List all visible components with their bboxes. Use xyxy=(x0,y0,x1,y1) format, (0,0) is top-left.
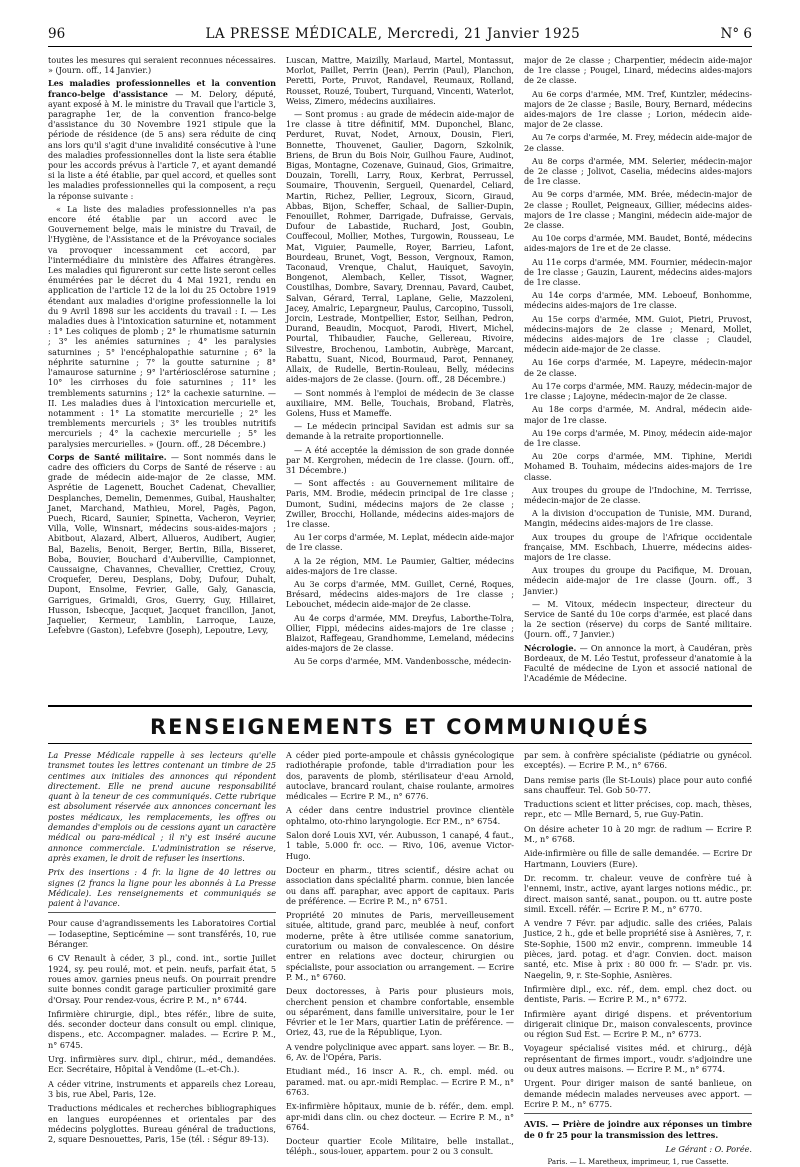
classifieds-column-1 xyxy=(48,750,276,1145)
divider xyxy=(524,1113,752,1114)
classified-ad: Infirmière ayant dirigé dispens. et préventorium dirigerait clinique Dr., maison convalescents, province ou région Sud Est. — Ecrire P. M., n° 6773. xyxy=(524,1008,752,1040)
paragraph: toutes les mesures qui seraient reconnues nécessaires. » (Journ. off., 14 Janvier.) xyxy=(48,55,276,76)
classified-ad: On désire acheter 10 à 20 mgr. de radium — Ecrire P. M., n° 6768. xyxy=(524,823,752,845)
classifieds-column-2 xyxy=(286,750,514,1157)
classified-ad: A céder pied porte-ampoule et châssis gynécologique radiothérapie profonde, table d'irradiation pour les dos, paravents de plomb, stérilisateur d'eau Arnold, autoclave, brancard roulant, chaise roulante, armoires médicales — Ecrire P. M., n° 6776. xyxy=(286,750,514,802)
paragraph: Au 17e corps d'armée, MM. Rauzy, médecin-major de 1re classe ; Lajoyne, médecin-major de 2e classe. xyxy=(524,380,752,402)
issue-number: N° 6 xyxy=(720,26,752,42)
classified-ad: Docteur quartier Ecole Militaire, belle installat., téléph., sous-louer, appartem. pour 2 ou 3 consult. xyxy=(286,1136,514,1157)
classifieds-column-3 xyxy=(524,750,752,1167)
paragraph: — Sont affectés : au Gouvernement militaire de Paris, MM. Brodie, médecin principal de 1re classe ; Dumont, Sudini, médecins majors de 2e classe ; Zwiller, Brocchi, Hollande, médecins aides-majors de 1re classe. xyxy=(286,478,514,529)
classified-ad: A céder dans centre industriel province clientèle ophtalmo, oto-rhino laryngologie. Ecr P.M., n° 6754. xyxy=(286,805,514,826)
paragraph: Au 6e corps d'armée, MM. Tref, Kuntzler, médecins-majors de 2e classe ; Basile, Boury, Bernard, médecins aides-majors de 1re classe ; Lorion, médecin aide-major de 2e classe. xyxy=(524,88,752,130)
classified-ad: Traductions médicales et recherches bibliographiques en langues européennes et orientales par des médecins polyglottes. Bureau général de traductions, 2, square Desnouettes, Paris, 15e (tél. : Ségur 89-13). xyxy=(48,1103,276,1145)
classified-ad: Infirmière chirurgie, dipl., btes référ., libre de suite, dés. seconder docteur dans consult ou empl. clinique, dispens., etc. Accompagner. malades. — Ecrire P. M., n° 6745. xyxy=(48,1008,276,1050)
classified-ad: Salon doré Louis XVI, vér. Aubusson, 1 canapé, 4 faut., 1 table, 5.000 fr. occ. — Rivo, 106, avenue Victor-Hugo. xyxy=(286,830,514,861)
paragraph: — A été acceptée la démission de son grade donnée par M. Kergrohen, médecin de 1re classe. (Journ. off., 31 Décembre.) xyxy=(286,444,514,475)
paragraph: Au 18e corps d'armée, M. Andral, médecin aide-major de 1re classe. xyxy=(524,404,752,425)
paragraph: Au 8e corps d'armée, MM. Selerier, médecin-major de 2e classe ; Jolivot, Caselia, médecins aides-majors de 1re classe. xyxy=(524,155,752,187)
classified-ad: Urg. infirmières surv. dipl., chirur., méd., demandées. Ecr. Secrétaire, Hôpital à Vendôme (L.-et-Ch.). xyxy=(48,1054,276,1075)
classified-ad: Etudiant méd., 16 inscr A. R., ch. empl. méd. ou paramed. mat. ou apr.-midi Remplac. — Ecrire P. M., n° 6763. xyxy=(286,1066,514,1097)
classified-ad: Dans remise paris (île St-Louis) place pour auto confié sans chauffeur. Tel. Gob 50-77. xyxy=(524,774,752,795)
section-title: RENSEIGNEMENTS ET COMMUNIQUÉS xyxy=(48,705,752,739)
paragraph: « La liste des maladies professionnelles n'a pas encore été établie par un accord avec le Gouvernement belge, mais le ministre du Travail, de l'Hygiène, de l'Assistance et de la Prévoyance sociales va provoquer incessamment cet accord, par l'intermédiaire du ministère des Affaires étrangères. Les maladies qui figureront sur cette liste seront celles énumérées par le décret du 4 Mai 1921, rendu en application de l'article 12 de la loi du 25 Octobre 1919 étendant aux maladies d'origine professionnelle la loi du 9 Avril 1898 sur les accidents du travail : I. — Les maladies dues à l'intoxication saturnine et, notamment : 1° Les coliques de plomb ; 2° le rhumatisme saturnin ; 3° les anémies saturnines ; 4° les paralysies saturnines ; 5° l'encéphalopathie saturnine ; 6° la néphrite saturnine ; 7° la goutte saturnine ; 8° l'amaurose saturnine ; 9° l'artériosclérose saturnine ; 10° les cirrhoses du foie saturnines ; 11° les tremblements saturnins ; 12° la cachexie saturnine. — II. Les maladies dues à l'intoxication mercurielle et, notamment : 1° La stomatite mercurielle ; 2° les tremblements mercuriels ; 3° les troubles nutritifs mercuriels ; 4° la cachexie mercurielle ; 5° les paralysies mercurielles. » (Journ. off., 28 Décembre.) xyxy=(48,203,276,449)
classified-ad: A vendre 7 Févr. par adjudic. salle des criées, Palais Justice, 2 h., gde et belle propriété sise à Asnières, 7, r. Ste-Sophie, 1500 m2 envir., comprenn. immeuble 14 pièces, jard. potag. et d'agr. Convien. doct. maison santé, etc. Mise à prix : 80 000 fr. — S'adr. pr. vis. Naegelin, 9, r. Ste-Sophie, Asnières. xyxy=(524,918,752,980)
paragraph: Au 20e corps d'armée, MM. Tiphine, Meridi Mohamed B. Touhaim, médecins aides-majors de 1re classe. xyxy=(524,451,752,482)
classified-ad: Deux doctoresses, à Paris pour plusieurs mois, cherchent pension et chambre confortable, ensemble ou séparément, dans famille universitaire, pour le 1er Février et le 1er Mars, quartier Latin de préférence. — Oriez, 43, rue de la République, Lyon. xyxy=(286,986,514,1038)
paragraph: Au 1er corps d'armée, M. Leplat, médecin aide-major de 1re classe. xyxy=(286,532,514,553)
classified-ad: A vendre polyclinique avec appart. sans loyer. — Br. B., 6, Av. de l'Opéra, Paris. xyxy=(286,1041,514,1063)
classified-ad: Infirmière dipl., exc. réf., dem. empl. chez doct. ou dentiste, Paris. — Ecrire P. M., n° 6772. xyxy=(524,983,752,1005)
divider xyxy=(48,912,276,913)
page-header xyxy=(48,26,752,47)
paragraph: — Sont nommés dans le cadre des officiers du Corps de Santé de réserve : au grade de médecin aide-major de 2e classe, MM. Asprétie de Lagenett, Bouchet Cadenat, Chevallier, Desplanches, Demelin, Demenmes, Guibal, Haushalter, Janet, Marchand, Mathieu, Morel, Pagès, Pagon, Puech, Ricard, Saunier, Spinetta, Vacheron, Veyrier, Villa, Volle, Winsnart, médecins sous-aides-majors ; Abitbout, Alazard, Albert, Allueros, Audibert, Augier, Bal, Bazelis, Benoit, Berger, Bertin, Billa, Bisseret, Boba, Bouvier, Bouchard d'Aubervillie, Campionnet, Caussaigne, Chavannes, Chevallier, Crettiez, Crouy, Croquefer, Dereu, Desplans, Doby, Dufour, Duhalt, Dupont, Ensolme, Fevrier, Galle, Galy, Ganascia, Garrigues, Grimaldi, Gros, Guerry, Guy, Hillairet, Husson, Isbecque, Jacquet, Jacquet francillon, Janot, Jaquelier, Kermeur, Lamblin, Larroque, Lauze, Lefebvre (Gaston), Lefebvre (Joseph), Lepoutre, Levy, xyxy=(48,451,276,636)
section-heading: Corps de Santé militaire. xyxy=(48,451,167,462)
classified-ad: Traductions scient et litter précises, cop. mach, thèses, repr., etc — Mlle Bernard, 5, rue Guy-Patin. xyxy=(524,799,752,820)
section-heading: Les maladies professionnelles et la convention franco-belge d'assistance xyxy=(48,78,276,99)
paragraph: Au 14e corps d'armée, MM. Leboeuf, Bonhomme, médecins aides-majors de 1re classe. xyxy=(524,290,752,311)
classifieds-columns xyxy=(48,750,752,1167)
paragraph: Au 3e corps d'armée, MM. Guillet, Cerné, Roques, Brésard, médecins aides-majors de 1re classe ; Lebouchet, médecin aide-major de 2e classe. xyxy=(286,578,514,610)
pricing-notice: Prix des insertions : 4 fr. la ligne de 40 lettres ou signes (2 francs la ligne pour les abonnés à La Presse Médicale). Les renseignements et communiqués se paient à l'avance. xyxy=(48,867,276,909)
top-columns xyxy=(48,55,752,697)
classified-ad: Propriété 20 minutes de Paris, merveilleusement située, altitude, grand parc, meublée à neuf, confort moderne, prête à être utilisée comme sanatorium, curatorium ou maison de convalescence. On désire entrer en relations avec docteur, chirurgien ou spécialiste, pour association ou arrangement. — Ecrire P. M., n° 6760. xyxy=(286,910,514,982)
classified-ad: Voyageur spécialisé visites méd. et chirurg., déjà représentant de firmes import., voudr. s'adjoindre une ou deux autres maisons. — Ecrire P. M., n° 6774. xyxy=(524,1043,752,1075)
paragraph: — M. Delory, député, ayant exposé à M. le ministre du Travail que l'article 3, paragraphe 1er, de la convention franco-belge d'assistance du 30 Novembre 1921 stipule que la période de résidence (de 5 ans) sera réduite de cinq ans lors qu'il s'agit d'une invalidité consécutive à l'une des maladies professionnelles dont la liste sera établie pour les accords prévus à l'article 7, et ayant demandé si la liste a été établie, par quel accord, et quelles sont les maladies professionnelles qui la composent, a reçu la réponse suivante : xyxy=(48,88,276,201)
journal-title: LA PRESSE MÉDICALE, Mercredi, 21 Janvier 1925 xyxy=(205,26,581,42)
column-3 xyxy=(524,55,752,697)
printer-line: Paris. — L. Maretheux, imprimeur, 1, rue Cassette. xyxy=(547,1158,729,1167)
paragraph: Au 4e corps d'armée, MM. Dreyfus, Laborthe-Tolra, Ollier, Fippi, médecins aides-majors de 1re classe ; Blaizot, Raffegeau, Grandhomme, Lemeland, médecins aides-majors de 2e classe. xyxy=(286,612,514,654)
section-heading: Nécrologie. xyxy=(524,642,577,653)
paragraph: Aux troupes du groupe du Pacifique, M. Drouan, médecin aide-major de 1re classe (Journ. off., 3 Janvier.) xyxy=(524,565,752,596)
paragraph: A la division d'occupation de Tunisie, MM. Durand, Mangin, médecins aides-majors de 1re classe. xyxy=(524,508,752,529)
paragraph: — Sont nommés à l'emploi de médecin de 3e classe auxiliaire, MM. Belle, Touchais, Broband, Flatrès, Golens, Huss et Mameffe. xyxy=(286,387,514,418)
paragraph: — M. Vitoux, médecin inspecteur, directeur du Service de Santé du 10e corps d'armée, est placé dans la 2e section (réserve) du corps de Santé militaire. (Journ. off., 7 Janvier.) xyxy=(524,598,752,640)
paragraph: Au 19e corps d'armée, M. Pinoy, médecin aide-major de 1re classe. xyxy=(524,427,752,448)
paragraph: Aux troupes du groupe de l'Afrique occidentale française, MM. Eschbach, Lhuerre, médecins aides-majors de 1re classe. xyxy=(524,531,752,562)
paragraph: Au 15e corps d'armée, MM. Guiot, Pietri, Pruvost, médecins-majors de 2e classe ; Menard, Mollet, médecins aides-majors de 1re classe ; Claudel, médecin aide-major de 2e classe. xyxy=(524,313,752,355)
classified-ad: A céder vitrine, instruments et appareils chez Loreau, 3 bis, rue Abel, Paris, 12e. xyxy=(48,1078,276,1099)
paragraph: Au 9e corps d'armée, MM. Brée, médecin-major de 2e classe ; Roullet, Peigneaux, Gillier, médecins aides-majors de 1re classe ; Mangini, médecin aide-major de 2e classe. xyxy=(524,189,752,231)
classified-ad: Pour cause d'agrandissements les Laboratoires Cortial — Iodaseptine, Septicémine — sont transférés, 10, rue Béranger. xyxy=(48,918,276,950)
paragraph: Au 11e corps d'armée, MM. Fournier, médecin-major de 1re classe ; Gauzin, Laurent, médecins aides-majors de 1re classe. xyxy=(524,256,752,288)
classified-ad: Docteur en pharm., titres scientif., désire achat ou association dans spécialité pharm. connue, bien lancée ou dans aff. paraphar, avec apport de capitaux. Paris de préférence. — Ecrire P. M., n° 6751. xyxy=(286,864,514,906)
gerant-signature: Le Gérant : O. Porée. xyxy=(665,1143,752,1154)
intro-notice: La Presse Médicale rappelle à ses lecteurs qu'elle transmet toutes les lettres contenant un timbre de 25 centimes aux initiales des annonces qui répondent directement. Elle ne prend aucune responsabilité quant à la teneur de ces communiqués. Cette rubrique est absolument réservée aux annonces concernant les postes médicaux, les remplacements, les offres ou demandes d'emplois ou de cessions ayant un caractère médical ou para-médical ; il n'y est inséré aucune annonce commerciale. L'administration se réserve, après examen, le droit de refuser les insertions. xyxy=(48,750,276,863)
page-number: 96 xyxy=(48,26,66,42)
paragraph: Luscan, Mattre, Maizilly, Marlaud, Martel, Montassut, Morlot, Paillet, Perrin (Jean), Perrin (Paul), Planchon, Peretti, Porte, Pruvot, Randavel, Reumaux, Rolland, Rousset, Rouzé, Toubert, Turquand, Vincenti, Waterlot, Weiss, Zimero, médecins auxiliaires. xyxy=(286,55,514,106)
avis-notice: AVIS. — Prière de joindre aux réponses un timbre de 0 fr 25 pour la transmission des lettres. xyxy=(524,1119,752,1140)
classified-ad: par sem. à confrère spécialiste (pédiatrie ou gynécol. exceptés). — Ecrire P. M., n° 6766. xyxy=(524,750,752,771)
paragraph: A la 2e région, MM. Le Paumier, Galtier, médecins aides-majors de 1re classe. xyxy=(286,555,514,576)
paragraph: Au 16e corps d'armée, M. Lapeyre, médecin-major de 2e classe. xyxy=(524,357,752,378)
classified-ad: Urgent. Pour diriger maison de santé banlieue, on demande médecin malades nerveuses avec apport. — Ecrire P. M., n° 6775. xyxy=(524,1078,752,1109)
classified-ad: Dr. recomm. tr. chaleur. veuve de confrère tué à l'ennemi, instr., active, ayant larges notions médic., pr. direct. maison santé, sanat., poupon. ou tt. autre poste simil. Excell. référ. — Ecrire P. M., n° 6770. xyxy=(524,872,752,914)
column-2 xyxy=(286,55,514,697)
paragraph: — On annonce la mort, à Caudéran, près Bordeaux, de M. Léo Testut, professeur d'anatomie à la Faculté de médecine de Lyon et associé national de l'Académie de Médecine. xyxy=(524,642,752,684)
paragraph: Aux troupes du groupe de l'Indochine, M. Terrisse, médecin-major de 2e classe. xyxy=(524,484,752,505)
classified-ad: Aide-infirmière ou fille de salle demandée. — Ecrire Dr Hartmann, Louviers (Eure). xyxy=(524,848,752,869)
classified-ad: Ex-infirmière hôpitaux, munie de b. référ., dem. empl. apr-midi dans clin. ou chez docteur. — Ecrire P. M., n° 6764. xyxy=(286,1101,514,1132)
classified-ad: 6 CV Renault à céder, 3 pl., cond. int., sortie Juillet 1924, sy. peu roulé, mot. et pein. neufs, parfait état, 5 roues amov. garnies pneus neufs. On pourrait prendre suite bonnes condit garage particulier proximité gare d'Orsay. Pour rendez-vous, écrire P. M., n° 6744. xyxy=(48,953,276,1005)
paragraph: Au 5e corps d'armée, MM. Vandenbossche, médecin- xyxy=(294,656,512,667)
divider xyxy=(48,743,752,744)
paragraph: — Sont promus : au grade de médecin aide-major de 1re classe à titre définitif, MM. Duponchel, Blanc, Perduret, Ruvat, Nodet, Arnoux, Dousin, Fieri, Bonnette, Thouvenet, Gaulier, Dagorn, Szkolnik, Briens, de Brun du Bois Noir, Guilhou Faure, Audinot, Bigas, Montagne, Cozenave, Guinaud, Gios, Grimaitre, Douzain, Torelli, Larry, Roux, Kerbrat, Perrussel, Soumaire, Thouvenin, Sergueil, Quenardel, Celiard, Martin, Richez, Pellier, Legroux, Sicorn, Giraud, Abbas, Bijon, Scheffer, Schaal, de Sallier-Dupin, Fenouillet, Rohmer, Darrigade, Dufraisse, Gervais, Dufour de Labastide, Ruchard, Jost, Goubin, Couffecoul, Mollier, Mothes, Turgowin, Rousseau, Le Mat, Viguier, Paumelle, Royer, Barrieu, Lafont, Bourdeau, Brunet, Vogt, Besson, Vergnoux, Ramon, Taconaud, Vrenque, Chalut, Hauiquet, Savoyin, Bongenot, Alembach, Keller, Tissot, Wagner, Coustilhas, Dombre, Savary, Drennau, Pavard, Caubet, Salvan, Gérard, Terral, Laplane, Gelie, Mazzoleni, Jacey, Amalric, Lepargneur, Paulus, Carcopino, Tussoli, Jorcin, Lestrade, Montpellier, Estor, Seilhan, Pedron, Durand, Beaudin, Mocquot, Parodi, Hivert, Michel, Pourtal, Thibaudier, Fauche, Gellereau, Rivoire, Silvestre, Brochenou, Lambotin, Aubrège, Marcant, Rabattu, Suant, Nicod, Bourmaud, Parot, Pennaney, Allaix, de Rudelle, Bertin-Rouleau, Belly, médecins aides-majors de 2e classe. (Journ. off., 28 Décembre.) xyxy=(286,109,514,385)
column-1 xyxy=(48,55,276,697)
paragraph: — Le médecin principal Savidan est admis sur sa demande à la retraite proportionnelle. xyxy=(286,421,514,442)
paragraph: Au 10e corps d'armée, MM. Baudet, Bonté, médecins aides-majors de 1re et de 2e classe. xyxy=(524,233,752,254)
paragraph: major de 2e classe ; Charpentier, médecin aide-major de 1re classe ; Pougel, Linard, médecins aides-majors de 2e classe. xyxy=(524,55,752,86)
paragraph: Au 7e corps d'armée, M. Frey, médecin aide-major de 2e classe. xyxy=(524,132,752,153)
